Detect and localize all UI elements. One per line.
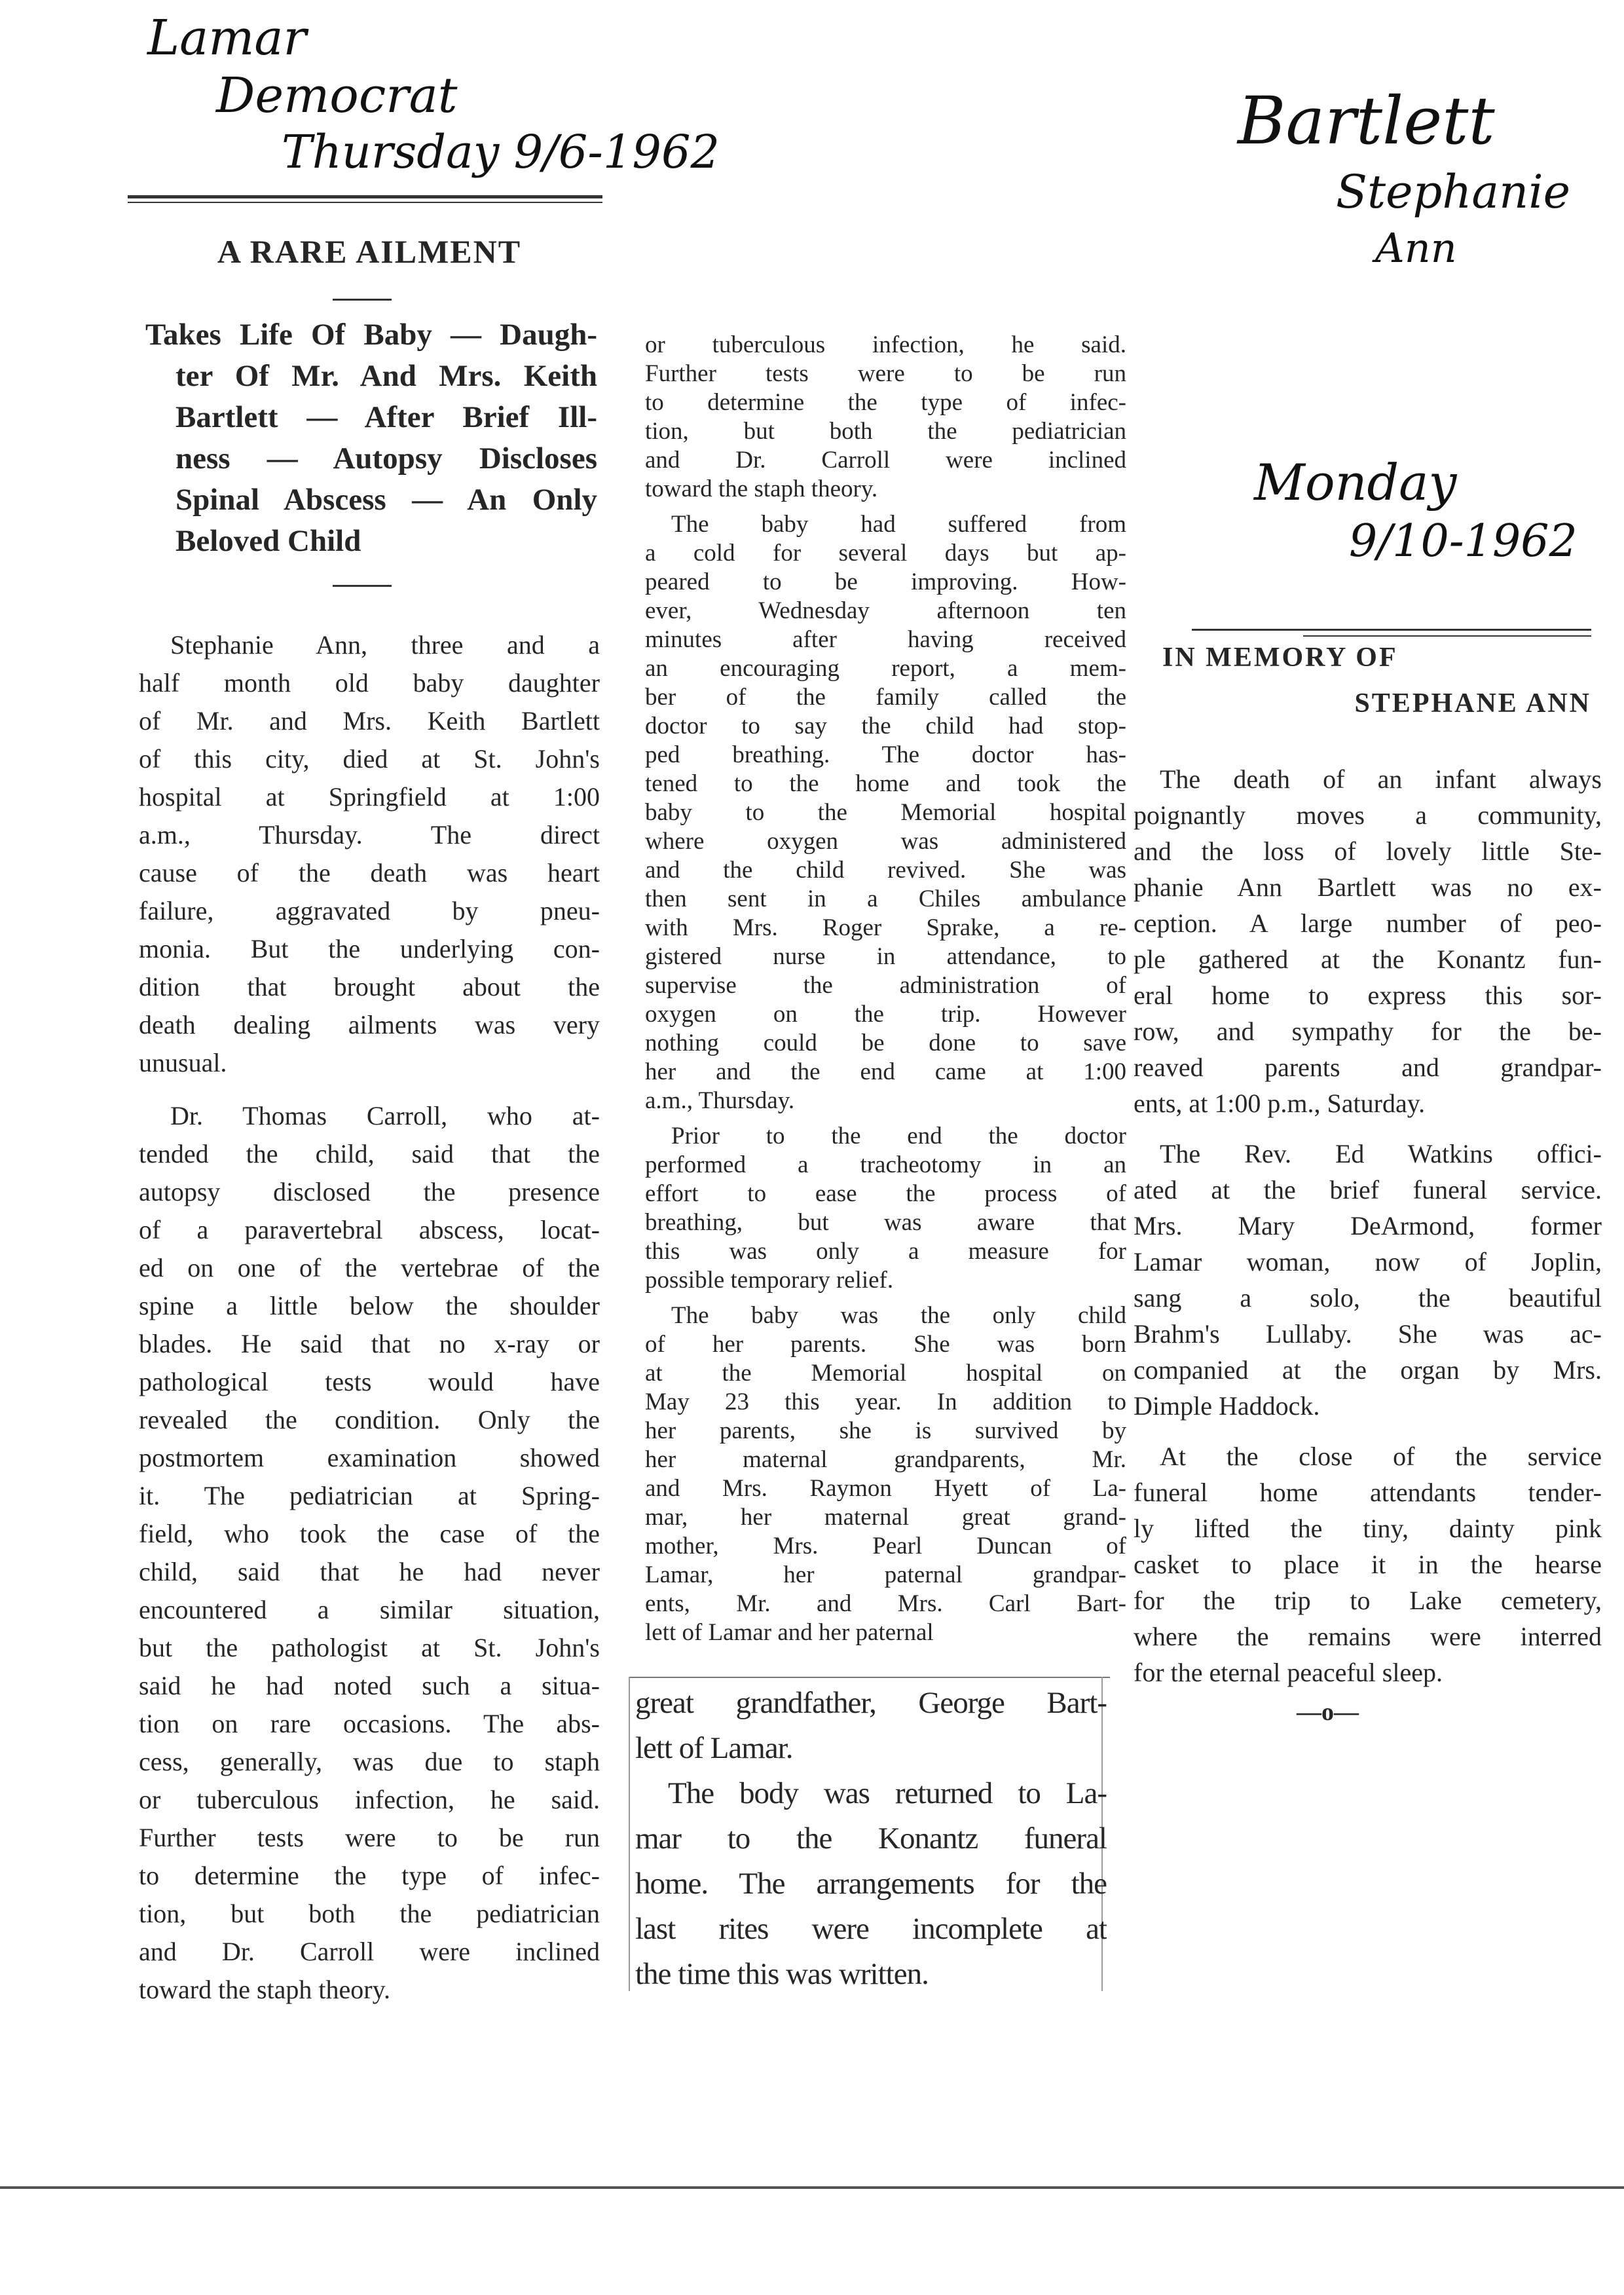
- text-line: peared to be improving. How-: [645, 569, 1126, 595]
- text-line: of this city, died at St. John's: [139, 744, 600, 774]
- handwritten-line: Bartlett: [1238, 83, 1495, 159]
- text-line: The Rev. Ed Watkins offici-: [1160, 1139, 1602, 1168]
- paragraph: [645, 510, 1126, 1115]
- text-line: Brahm's Lullaby. She was ac-: [1134, 1319, 1602, 1349]
- text-line: said he had noted such a situa-: [139, 1671, 600, 1700]
- text-line: May 23 this year. In addition to: [645, 1389, 1126, 1415]
- text-line: tion, but both the pediatrician: [139, 1899, 600, 1928]
- text-line: and the child revived. She was: [645, 857, 1126, 884]
- text-line: ception. A large number of peo-: [1134, 908, 1602, 938]
- text-line: failure, aggravated by pneu-: [139, 896, 600, 925]
- top-rule: [128, 202, 602, 203]
- text-line: blades. He said that no x-ray or: [139, 1329, 600, 1358]
- text-line: toward the staph theory.: [139, 1975, 390, 2004]
- text-line: ents, at 1:00 p.m., Saturday.: [1134, 1089, 1426, 1118]
- text-line: child, said that he had never: [139, 1557, 600, 1586]
- text-line: the time this was written.: [635, 1957, 929, 1991]
- article-column-1: [139, 626, 600, 2009]
- text-line: cause of the death was heart: [139, 858, 600, 887]
- memorial-column: [1134, 761, 1602, 1690]
- subheadline: [145, 314, 597, 562]
- article-column-2: [645, 331, 1126, 1647]
- text-line: this was only a measure for: [645, 1238, 1126, 1265]
- text-line: for the eternal peaceful sleep.: [1134, 1658, 1443, 1687]
- paragraph: [139, 626, 600, 1082]
- text-line: where oxygen was administered: [645, 828, 1126, 855]
- page-bottom-rule: [0, 2186, 1624, 2189]
- text-line: where the remains were interred: [1134, 1622, 1602, 1651]
- text-line: a.m., Thursday.: [645, 1087, 795, 1114]
- text-line: toward the staph theory.: [645, 476, 878, 502]
- text-line: The body was returned to La-: [668, 1776, 1107, 1810]
- text-line: oxygen on the trip. However: [645, 1001, 1126, 1028]
- paragraph: [635, 1771, 1107, 1997]
- text-line: last rites were incomplete at: [635, 1912, 1107, 1946]
- text-line: ly lifted the tiny, dainty pink: [1134, 1514, 1602, 1543]
- text-line: an encouraging report, a mem-: [645, 655, 1126, 682]
- paragraph: [1134, 761, 1602, 1121]
- text-line: ed on one of the vertebrae of the: [139, 1253, 600, 1282]
- text-line: encountered a similar situation,: [139, 1595, 600, 1624]
- text-line: tened to the home and took the: [645, 770, 1126, 797]
- text-line: pathological tests would have: [139, 1367, 600, 1396]
- text-line: tion, but both the pediatrician: [645, 418, 1126, 445]
- text-line: funeral home attendants tender-: [1134, 1478, 1602, 1507]
- paragraph: [1134, 1136, 1602, 1424]
- text-line: with Mrs. Roger Sprake, a re-: [645, 914, 1126, 941]
- subhead-line: ter Of Mr. And Mrs. Keith: [175, 359, 597, 393]
- handwritten-date: [1349, 517, 1578, 567]
- text-line: her parents, she is survived by: [645, 1417, 1126, 1444]
- text-line: lett of Lamar and her paternal: [645, 1619, 934, 1646]
- handwritten-line: 9/10-1962: [1349, 515, 1578, 567]
- text-line: her maternal grandparents, Mr.: [645, 1446, 1126, 1473]
- text-line: supervise the administration of: [645, 972, 1126, 999]
- text-line: and Dr. Carroll were inclined: [139, 1937, 600, 1966]
- text-line: nothing could be done to save: [645, 1030, 1126, 1056]
- text-line: Lamar, her paternal grandpar-: [645, 1561, 1126, 1588]
- text-line: At the close of the service: [1160, 1442, 1602, 1471]
- text-line: Further tests were to be run: [139, 1823, 600, 1852]
- text-line: ents, Mr. and Mrs. Carl Bart-: [645, 1590, 1126, 1617]
- text-line: revealed the condition. Only the: [139, 1405, 600, 1434]
- column-divider: [629, 1677, 1110, 1678]
- text-line: but the pathologist at St. John's: [139, 1633, 600, 1662]
- text-line: Dr. Thomas Carroll, who at-: [170, 1101, 600, 1130]
- top-rule: [1192, 629, 1591, 631]
- text-line: mar, her maternal great grand-: [645, 1504, 1126, 1531]
- text-line: Prior to the end the doctor: [671, 1123, 1126, 1149]
- text-line: casket to place it in the hearse: [1134, 1550, 1602, 1579]
- text-line: ated at the brief funeral service.: [1134, 1175, 1602, 1204]
- text-line: mar to the Konantz funeral: [635, 1821, 1107, 1856]
- memorial-heading-line-1: IN MEMORY OF: [1162, 643, 1398, 673]
- text-line: postmortem examination showed: [139, 1443, 600, 1472]
- text-line: a cold for several days but ap-: [645, 540, 1126, 567]
- handwritten-line: Lamar: [147, 10, 306, 66]
- handwritten-line: Ann: [1375, 224, 1457, 272]
- text-line: or tuberculous infection, he said.: [139, 1785, 600, 1814]
- text-line: or tuberculous infection, he said.: [645, 331, 1126, 358]
- text-line: phanie Ann Bartlett was no ex-: [1134, 872, 1602, 902]
- text-line: Further tests were to be run: [645, 360, 1126, 387]
- text-line: performed a tracheotomy in an: [645, 1151, 1126, 1178]
- text-line: effort to ease the process of: [645, 1180, 1126, 1207]
- text-line: of her parents. She was born: [645, 1331, 1126, 1358]
- handwritten-day: [1254, 455, 1456, 510]
- article-column-2-continued: [635, 1681, 1107, 1997]
- text-line: then sent in a Chiles ambulance: [645, 886, 1126, 912]
- paragraph: [139, 1097, 600, 2009]
- text-line: lett of Lamar.: [635, 1731, 793, 1765]
- handwritten-first-name: [1336, 167, 1570, 217]
- text-line: home. The arrangements for the: [635, 1867, 1107, 1901]
- text-line: ber of the family called the: [645, 684, 1126, 711]
- paragraph: [645, 1122, 1126, 1295]
- text-line: dition that brought about the: [139, 972, 600, 1001]
- text-line: a.m., Thursday. The direct: [139, 820, 600, 849]
- text-line: The baby was the only child: [671, 1302, 1126, 1329]
- subhead-line: Takes Life Of Baby — Daugh-: [145, 318, 597, 352]
- handwritten-middle-name: [1375, 226, 1457, 271]
- divider: [333, 585, 392, 587]
- text-line: half month old baby daughter: [139, 668, 600, 698]
- text-line: gistered nurse in attendance, to: [645, 943, 1126, 970]
- text-line: Dimple Haddock.: [1134, 1391, 1320, 1421]
- text-line: eral home to express this sor-: [1134, 980, 1602, 1010]
- text-line: Mrs. Mary DeArmond, former: [1134, 1211, 1602, 1241]
- text-line: doctor to say the child had stop-: [645, 713, 1126, 739]
- text-line: spine a little below the shoulder: [139, 1291, 600, 1320]
- text-line: it. The pediatrician at Spring-: [139, 1481, 600, 1510]
- text-line: breathing, but was aware that: [645, 1209, 1126, 1236]
- text-line: cess, generally, was due to staph: [139, 1747, 600, 1776]
- text-line: tion on rare occasions. The abs-: [139, 1709, 600, 1738]
- handwritten-line: Thursday 9/6-1962: [282, 125, 720, 179]
- text-line: and Dr. Carroll were inclined: [645, 447, 1126, 474]
- text-line: reaved parents and grandpar-: [1134, 1053, 1602, 1082]
- text-line: monia. But the underlying con-: [139, 934, 600, 963]
- text-line: ped breathing. The doctor has-: [645, 741, 1126, 768]
- text-line: The death of an infant always: [1160, 764, 1602, 794]
- text-line: of a paravertebral abscess, locat-: [139, 1215, 600, 1244]
- text-line: poignantly moves a community,: [1134, 800, 1602, 830]
- text-line: to determine the type of infec-: [139, 1861, 600, 1890]
- subhead-line: ness — Autopsy Discloses: [175, 441, 597, 476]
- text-line: tended the child, said that the: [139, 1139, 600, 1168]
- handwritten-newspaper-name: [147, 12, 306, 65]
- text-line: and the loss of lovely little Ste-: [1134, 836, 1602, 866]
- memorial-heading-line-2: STEPHANE ANN: [1354, 688, 1591, 718]
- end-ornament: —o—: [1297, 1698, 1359, 1726]
- text-line: unusual.: [139, 1048, 227, 1077]
- text-line: possible temporary relief.: [645, 1267, 894, 1294]
- headline: A RARE AILMENT: [217, 233, 522, 270]
- text-line: her and the end came at 1:00: [645, 1058, 1126, 1085]
- text-line: for the trip to Lake cemetery,: [1134, 1586, 1602, 1615]
- handwritten-line: Democrat: [216, 67, 458, 124]
- text-line: at the Memorial hospital on: [645, 1360, 1126, 1387]
- text-line: mother, Mrs. Pearl Duncan of: [645, 1533, 1126, 1559]
- text-line: sang a solo, the beautiful: [1134, 1283, 1602, 1313]
- text-line: Lamar woman, now of Joplin,: [1134, 1247, 1602, 1277]
- handwritten-surname: [1238, 85, 1495, 157]
- paragraph: [645, 331, 1126, 504]
- paragraph: [645, 1301, 1126, 1647]
- subhead-line: Beloved Child: [175, 524, 361, 558]
- text-line: ever, Wednesday afternoon ten: [645, 597, 1126, 624]
- text-line: Stephanie Ann, three and a: [170, 630, 600, 660]
- top-rule: [128, 195, 602, 198]
- text-line: ple gathered at the Konantz fun-: [1134, 944, 1602, 974]
- text-line: great grandfather, George Bart-: [635, 1686, 1107, 1720]
- handwritten-line: Monday: [1254, 453, 1457, 512]
- handwritten-newspaper-name: [216, 69, 458, 122]
- handwritten-line: Stephanie: [1336, 165, 1571, 219]
- text-line: The baby had suffered from: [671, 511, 1126, 538]
- paragraph: [1134, 1438, 1602, 1690]
- handwritten-date: [282, 127, 720, 177]
- subhead-line: Bartlett — After Brief Ill-: [175, 400, 597, 434]
- text-line: minutes after having received: [645, 626, 1126, 653]
- text-line: to determine the type of infec-: [645, 389, 1126, 416]
- divider: [333, 299, 392, 301]
- text-line: row, and sympathy for the be-: [1134, 1017, 1602, 1046]
- text-line: and Mrs. Raymon Hyett of La-: [645, 1475, 1126, 1502]
- text-line: hospital at Springfield at 1:00: [139, 782, 600, 812]
- column-edge: [629, 1677, 630, 1991]
- paragraph: [635, 1681, 1107, 1771]
- text-line: baby to the Memorial hospital: [645, 799, 1126, 826]
- subhead-line: Spinal Abscess — An Only: [175, 483, 597, 517]
- text-line: companied at the organ by Mrs.: [1134, 1355, 1602, 1385]
- text-line: death dealing ailments was very: [139, 1010, 600, 1039]
- text-line: autopsy disclosed the presence: [139, 1177, 600, 1206]
- text-line: field, who took the case of the: [139, 1519, 600, 1548]
- text-line: of Mr. and Mrs. Keith Bartlett: [139, 706, 600, 736]
- top-rule: [1303, 635, 1591, 637]
